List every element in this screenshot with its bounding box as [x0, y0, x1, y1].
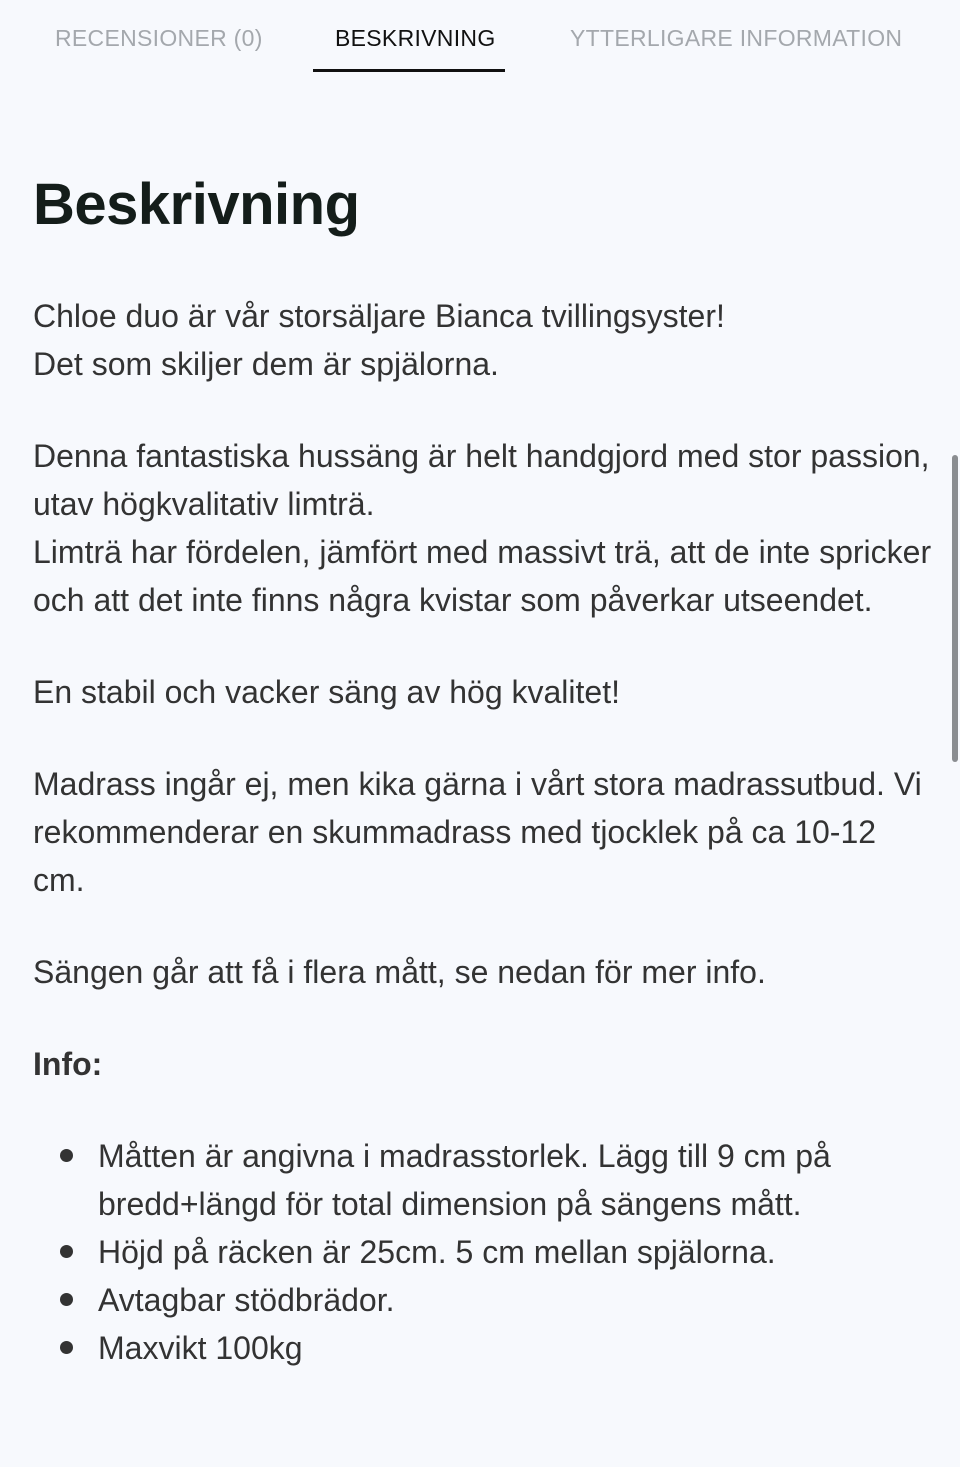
- list-item: [98, 1276, 933, 1324]
- quality-paragraph: En stabil och vacker säng av hög kvalitet!: [33, 674, 620, 710]
- bullet-icon: [60, 1149, 73, 1162]
- tab-description[interactable]: BESKRIVNING: [335, 25, 496, 51]
- intro-paragraph: [33, 292, 933, 388]
- bullet-icon: [60, 1341, 73, 1354]
- material-paragraph: [33, 432, 933, 624]
- intro-line-2: Det som skiljer dem är spjälorna.: [33, 346, 499, 382]
- list-item: [98, 1324, 933, 1372]
- bullet-icon: [60, 1293, 73, 1306]
- info-list: [33, 1132, 933, 1372]
- info-heading: Info:: [33, 1046, 103, 1082]
- description-title: Beskrivning: [33, 172, 360, 237]
- material-text-b: Limträ har fördelen, jämfört med massivt trä, att de inte spricker och att det inte finns några kvistar som påverkar utseendet.: [33, 534, 932, 618]
- mattress-paragraph: Madrass ingår ej, men kika gärna i vårt stora madrassutbud. Vi rekommenderar en skummadrass med tjocklek på ca 10-12 cm.: [33, 766, 922, 898]
- tab-reviews[interactable]: RECENSIONER (0): [55, 25, 263, 51]
- tab-bar: [0, 0, 960, 72]
- description-panel: [33, 160, 933, 1372]
- list-item-text: Avtagbar stödbrädor.: [98, 1282, 395, 1318]
- scrollbar[interactable]: [952, 455, 958, 762]
- tab-additional-information[interactable]: YTTERLIGARE INFORMATION: [570, 25, 903, 51]
- list-item-text: Höjd på räcken är 25cm. 5 cm mellan spjälorna.: [98, 1234, 776, 1270]
- active-tab-indicator: [313, 69, 505, 72]
- list-item-text: Måtten är angivna i madrasstorlek. Lägg till 9 cm på bredd+längd för total dimension på sängens mått.: [98, 1138, 831, 1222]
- sizes-paragraph: Sängen går att få i flera mått, se nedan för mer info.: [33, 954, 766, 990]
- list-item: [98, 1132, 933, 1228]
- list-item: [98, 1228, 933, 1276]
- bullet-icon: [60, 1245, 73, 1258]
- material-text-a: Denna fantastiska hussäng är helt handgjord med stor passion, utav högkvalitativ limträ.: [33, 438, 930, 522]
- list-item-text: Maxvikt 100kg: [98, 1330, 303, 1366]
- intro-line-1: Chloe duo är vår storsäljare Bianca tvillingsyster!: [33, 298, 725, 334]
